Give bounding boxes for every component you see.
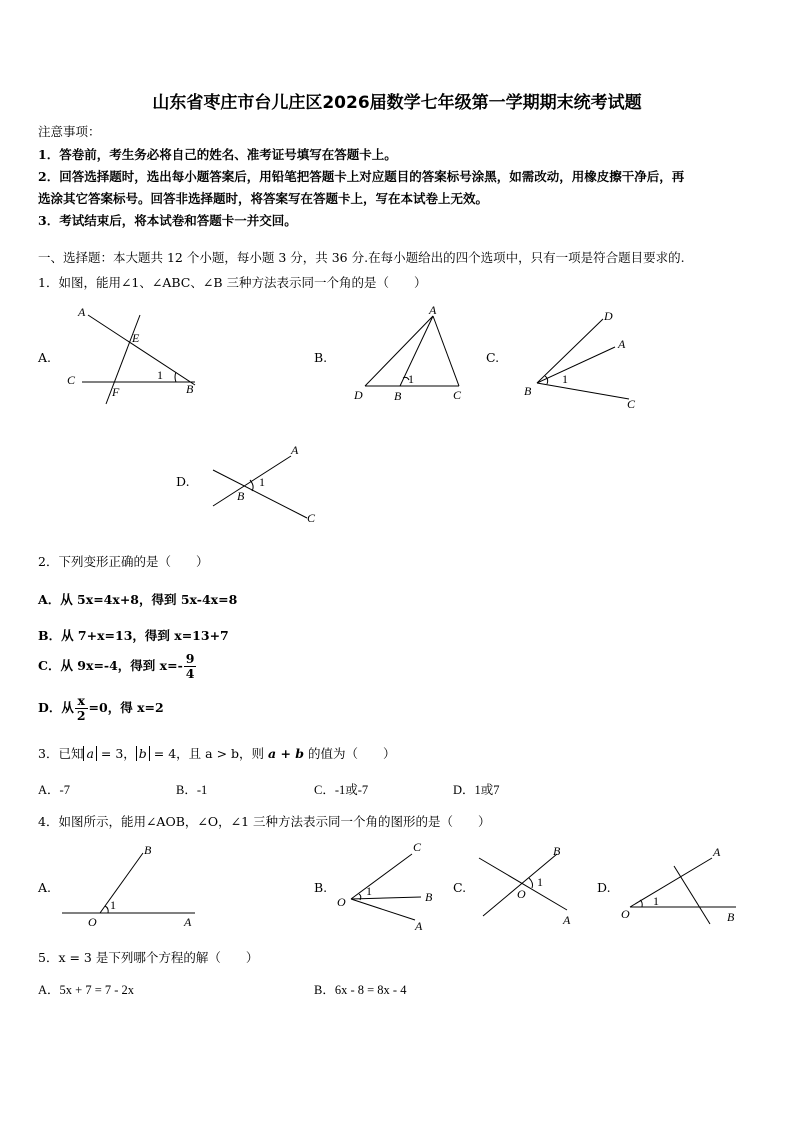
q4-option-c-label: C. bbox=[453, 880, 467, 895]
q1-option-b-label: B. bbox=[314, 350, 328, 365]
q4-option-d-label: D. bbox=[597, 880, 611, 895]
q1c-label-1: 1 bbox=[562, 372, 568, 386]
q1b-label-a: A bbox=[429, 303, 437, 317]
q3-bold-expr: a + b bbox=[268, 746, 305, 761]
q1b-label-d: D bbox=[354, 388, 363, 402]
q4-stem: 4．如图所示，能用∠AOB，∠O，∠1 三种方法表示同一个角的图形的是（ ） bbox=[38, 814, 491, 829]
q1d-label-b: B bbox=[237, 489, 245, 503]
q4b-label-1: 1 bbox=[366, 884, 372, 898]
q1d-label-1: 1 bbox=[259, 475, 265, 489]
q2d-text-post: =0，得 x=2 bbox=[88, 700, 164, 715]
q4c-label-1: 1 bbox=[537, 875, 543, 889]
q3-option-a: A．-7 bbox=[38, 783, 70, 797]
q3-stem-pre: 3．已知 bbox=[38, 746, 84, 761]
q4c-label-a: A bbox=[563, 913, 571, 927]
q3-eq4: = 4，且 a > b，则 bbox=[149, 746, 268, 761]
q1c-label-c: C bbox=[627, 397, 636, 411]
q4-figure-b bbox=[335, 838, 445, 933]
q3-stem bbox=[38, 744, 396, 762]
q4d-label-b: B bbox=[727, 910, 735, 924]
q2c-den: 4 bbox=[185, 666, 195, 681]
section-heading: 一、选择题：本大题共 12 个小题，每小题 3 分，共 36 分.在每小题给出的四个选项中，只有一项是符合题目要求的. bbox=[38, 250, 685, 265]
notice-heading: 注意事项： bbox=[38, 124, 101, 139]
q3-abs-b: b bbox=[136, 746, 150, 761]
q2c-text: C．从 9x=-4，得到 x=- bbox=[38, 658, 183, 673]
q5-option-a: A．5x + 7 = 7 - 2x bbox=[38, 983, 135, 997]
q1a-label-f: F bbox=[112, 385, 120, 399]
q2-stem: 2．下列变形正确的是（ ） bbox=[38, 554, 209, 569]
q4c-label-b: B bbox=[553, 844, 561, 858]
q1-figure-c bbox=[515, 305, 650, 415]
q1b-label-b: B bbox=[394, 389, 402, 403]
q1b-label-c: C bbox=[453, 388, 462, 402]
notice-item-1: 1．答卷前，考生务必将自己的姓名、准考证号填写在答题卡上。 bbox=[38, 147, 397, 162]
q4-figure-a bbox=[60, 838, 210, 933]
q4-figure-d bbox=[618, 838, 748, 933]
q4b-label-c: C bbox=[413, 840, 422, 854]
q1-figure-b bbox=[345, 300, 475, 405]
q2d-num: x bbox=[75, 694, 88, 709]
q2d-text: D．从 bbox=[38, 700, 74, 715]
q4b-label-b: B bbox=[425, 890, 433, 904]
q1c-label-b: B bbox=[524, 384, 532, 398]
q3-stem-post: 的值为（ ） bbox=[304, 746, 396, 761]
q1a-label-a: A bbox=[78, 305, 86, 319]
q1a-label-1: 1 bbox=[157, 368, 163, 382]
q1d-label-a: A bbox=[291, 443, 299, 457]
q1-option-c-label: C. bbox=[486, 350, 500, 365]
q4-option-b-label: B. bbox=[314, 880, 328, 895]
q1-stem: 1．如图，能用∠1、∠ABC、∠B 三种方法表示同一个角的是（ ） bbox=[38, 275, 427, 290]
q4a-label-1: 1 bbox=[110, 898, 116, 912]
q2-option-c bbox=[38, 652, 197, 681]
q5-option-b: B．6x - 8 = 8x - 4 bbox=[314, 983, 407, 997]
q3-option-d: D．1或7 bbox=[453, 783, 500, 797]
page-title: 山东省枣庄市台儿庄区2026届数学七年级第一学期期末统考试题 bbox=[152, 93, 642, 113]
q4d-label-o: O bbox=[621, 907, 630, 921]
q1c-label-d: D bbox=[604, 309, 613, 323]
q1a-label-e: E bbox=[132, 331, 140, 345]
q1d-label-c: C bbox=[307, 511, 316, 525]
q4c-label-o: O bbox=[517, 887, 526, 901]
notice-item-3: 3．考试结束后，将本试卷和答题卡一并交回。 bbox=[38, 213, 297, 228]
q1-option-a-label: A. bbox=[38, 350, 52, 365]
notice-item-2-cont: 选涂其它答案标号。回答非选择题时，将答案写在答题卡上，写在本试卷上无效。 bbox=[38, 191, 489, 206]
q1b-label-1: 1 bbox=[408, 372, 414, 386]
q2-option-a: A．从 5x=4x+8，得到 5x-4x=8 bbox=[38, 592, 238, 607]
q1a-label-b: B bbox=[186, 382, 194, 396]
q4d-label-a: A bbox=[713, 845, 721, 859]
q5-stem: 5．x = 3 是下列哪个方程的解（ ） bbox=[38, 950, 259, 965]
q4b-label-o: O bbox=[337, 895, 346, 909]
q4a-label-a: A bbox=[184, 915, 192, 929]
q2-option-d bbox=[38, 694, 164, 723]
q4a-label-o: O bbox=[88, 915, 97, 929]
q3-abs-a: a bbox=[83, 746, 96, 761]
q2c-num: 9 bbox=[185, 651, 195, 666]
notice-item-2: 2．回答选择题时，选出每小题答案后，用铅笔把答题卡上对应题目的答案标号涂黑，如需改动，用橡皮擦干净后，再 bbox=[38, 169, 685, 184]
q1-option-d-label: D. bbox=[176, 474, 190, 489]
q2-option-b: B．从 7+x=13，得到 x=13+7 bbox=[38, 628, 229, 643]
q4a-label-b: B bbox=[144, 843, 152, 857]
q3-eq3: = 3， bbox=[96, 746, 136, 761]
q4-option-a-label: A. bbox=[38, 880, 52, 895]
q2d-den: 2 bbox=[76, 708, 86, 723]
q4b-label-a: A bbox=[415, 919, 423, 933]
q1c-label-a: A bbox=[618, 337, 626, 351]
q4d-label-1: 1 bbox=[653, 894, 659, 908]
q1-figure-d bbox=[205, 440, 325, 530]
q1-figure-a bbox=[60, 300, 210, 410]
q3-option-c: C．-1或-7 bbox=[314, 783, 369, 797]
q4-figure-c bbox=[475, 838, 590, 933]
q3-option-b: B．-1 bbox=[176, 783, 208, 797]
q1a-label-c: C bbox=[67, 373, 76, 387]
